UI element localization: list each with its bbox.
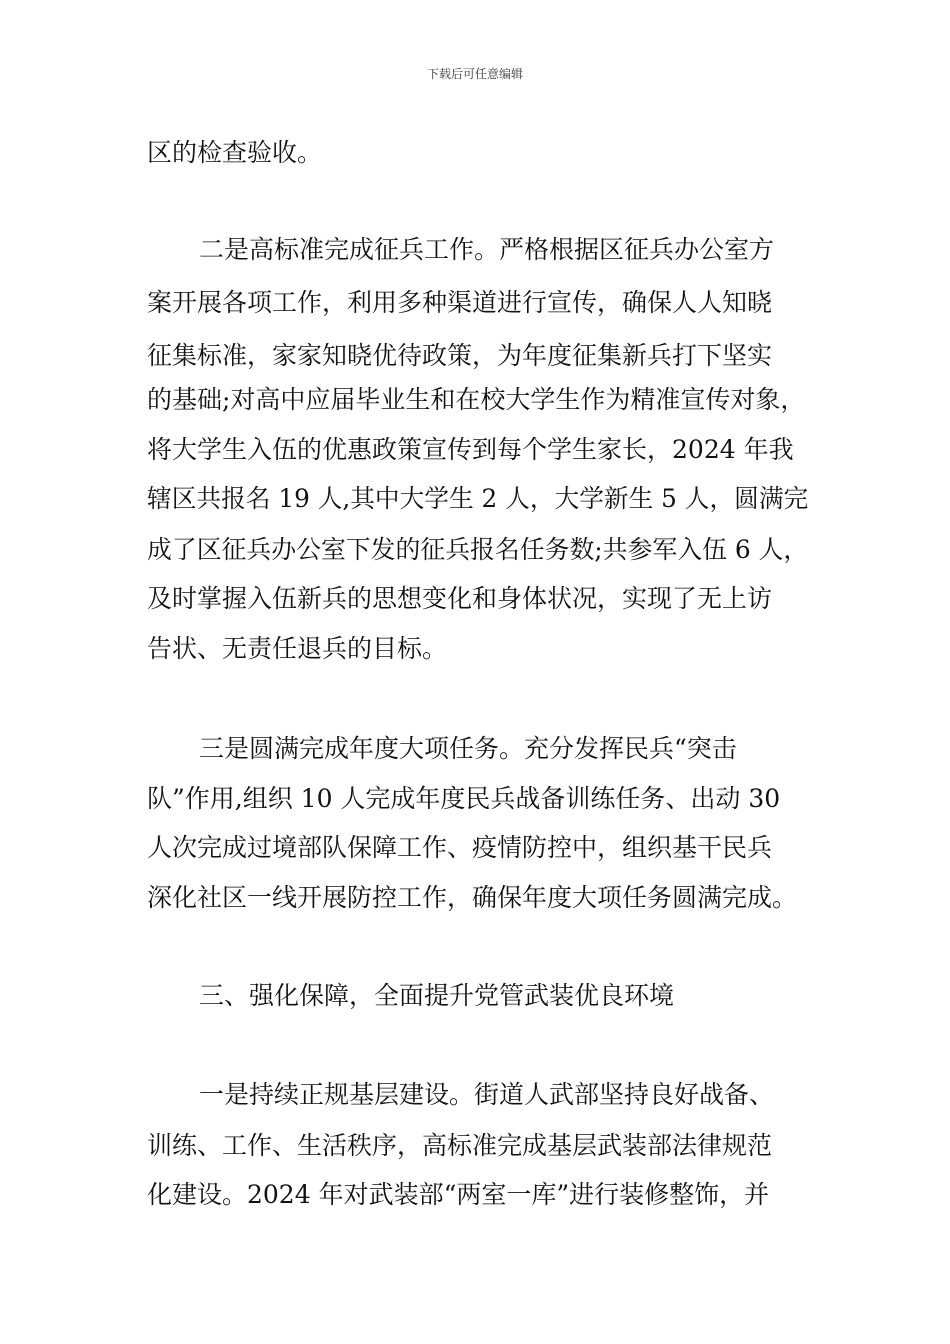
paragraph-2-line-5: 将大学生入伍的优惠政策宣传到每个学生家长，2024 年我 — [147, 435, 794, 464]
paragraph-2-line-3: 征集标准，家家知晓优待政策，为年度征集新兵打下坚实 — [147, 341, 773, 370]
paragraph-2-line-6: 辖区共报名 19 人,其中大学生 2 人，大学新生 5 人，圆满完 — [147, 484, 809, 513]
paragraph-3-line-1: 三是圆满完成年度大项任务。充分发挥民兵“突击 — [199, 734, 737, 763]
paragraph-5-line-2: 训练、工作、生活秩序，高标准完成基层武装部法律规范 — [147, 1131, 773, 1160]
paragraph-2-line-4: 的基础;对高中应届毕业生和在校大学生作为精准宣传对象， — [147, 385, 806, 414]
paragraph-3-line-3: 人次完成过境部队保障工作、疫情防控中，组织基干民兵 — [147, 833, 773, 862]
paragraph-3-line-2: 队”作用,组织 10 人完成年度民兵战备训练任务、出动 30 — [147, 784, 781, 813]
paragraph-3-line-4: 深化社区一线开展防控工作，确保年度大项任务圆满完成。 — [147, 883, 798, 912]
paragraph-2-line-8: 及时掌握入伍新兵的思想变化和身体状况，实现了无上访 — [147, 584, 773, 613]
paragraph-1-line-1: 区的检查验收。 — [147, 138, 323, 167]
paragraph-2-line-1: 二是高标准完成征兵工作。严格根据区征兵办公室方 — [199, 235, 775, 264]
paragraph-5-line-1: 一是持续正规基层建设。街道人武部坚持良好战备、 — [199, 1080, 775, 1109]
paragraph-2-line-7: 成了区征兵办公室下发的征兵报名任务数;共参军入伍 6 人， — [147, 535, 809, 564]
section-heading: 三、强化保障，全面提升党管武装优良环境 — [199, 981, 675, 1010]
paragraph-5-line-3: 化建设。2024 年对武装部“两室一库”进行装修整饰，并 — [147, 1180, 770, 1209]
page-header: 下载后可任意编辑 — [426, 67, 523, 81]
paragraph-2-line-2: 案开展各项工作，利用多种渠道进行宣传，确保人人知晓 — [147, 288, 773, 317]
paragraph-2-line-9: 告状、无责任退兵的目标。 — [147, 634, 448, 663]
